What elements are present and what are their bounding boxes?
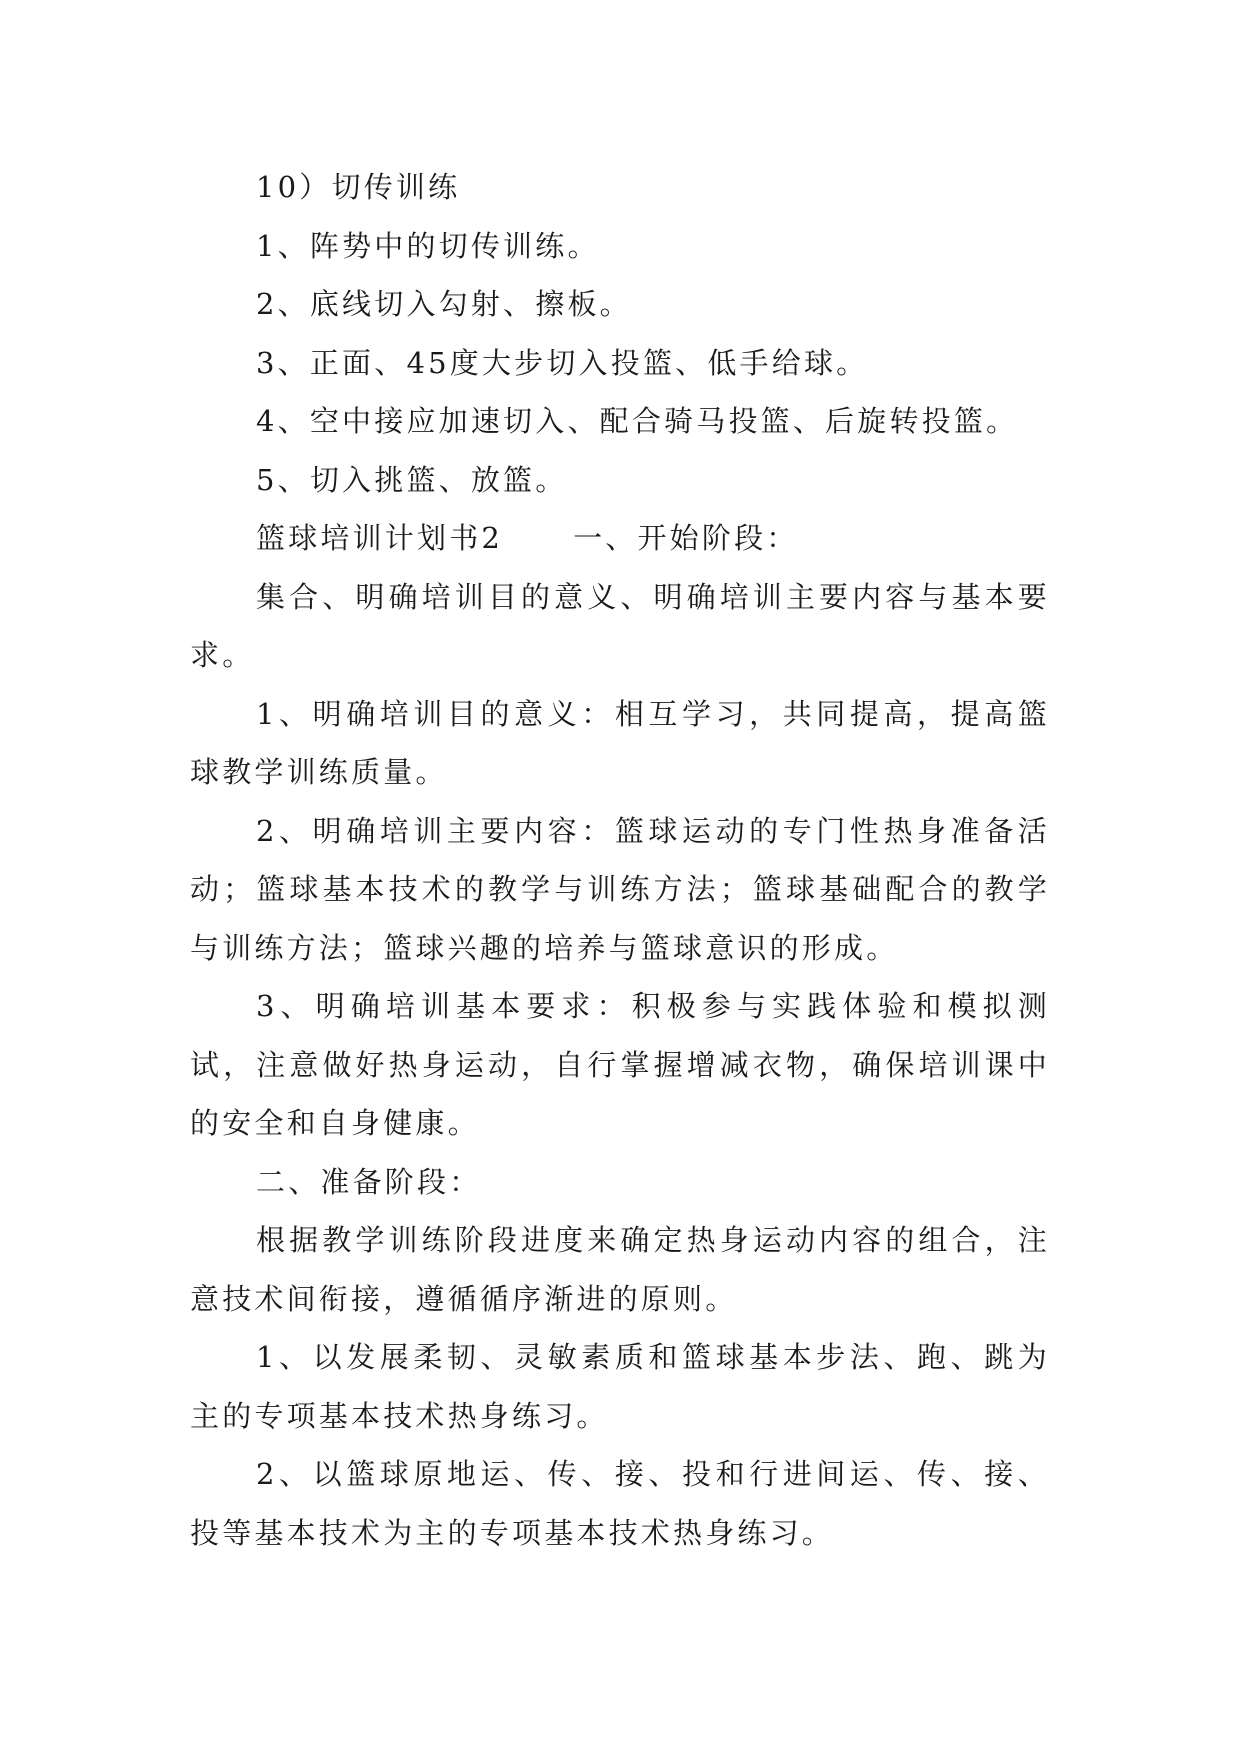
section-title-line (190, 509, 1050, 568)
paragraph: 4、空中接应加速切入、配合骑马投篮、后旋转投篮。 (256, 404, 1019, 438)
section-title: 篮球培训计划书2 (256, 521, 504, 555)
paragraph: 1、阵势中的切传训练。 (256, 228, 600, 263)
paragraph: 1、明确培训目的意义：相互学习，共同提高，提高篮球教学训练质量。 (190, 696, 1050, 789)
document-body (190, 158, 1050, 1562)
paragraph: 5、切入挑篮、放篮。 (256, 462, 568, 497)
paragraph: 3、正面、45度大步切入投篮、低手给球。 (256, 345, 869, 380)
paragraph: 10）切传训练 (256, 170, 461, 204)
paragraph: 集合、明确培训目的意义、明确培训主要内容与基本要求。 (190, 579, 1050, 672)
section-heading-2: 二、准备阶段： (256, 1164, 482, 1199)
paragraph: 2、底线切入勾射、擦板。 (256, 287, 632, 321)
paragraph: 1、以发展柔韧、灵敏素质和篮球基本步法、跑、跳为主的专项基本技术热身练习。 (190, 1340, 1050, 1433)
paragraph: 2、以篮球原地运、传、接、投和行进间运、传、接、投等基本技术为主的专项基本技术热身练习。 (190, 1457, 1050, 1550)
paragraph: 2、明确培训主要内容：篮球运动的专门性热身准备活动；篮球基本技术的教学与训练方法；篮球基础配合的教学与训练方法；篮球兴趣的培养与篮球意识的形成。 (190, 813, 1050, 965)
section-heading: 一、开始阶段： (573, 521, 799, 555)
paragraph: 根据教学训练阶段进度来确定热身运动内容的组合，注意技术间衔接，遵循循序渐进的原则。 (190, 1223, 1050, 1316)
paragraph: 3、明确培训基本要求：积极参与实践体验和模拟测试，注意做好热身运动，自行掌握增减衣物，确保培训课中的安全和自身健康。 (190, 989, 1050, 1140)
